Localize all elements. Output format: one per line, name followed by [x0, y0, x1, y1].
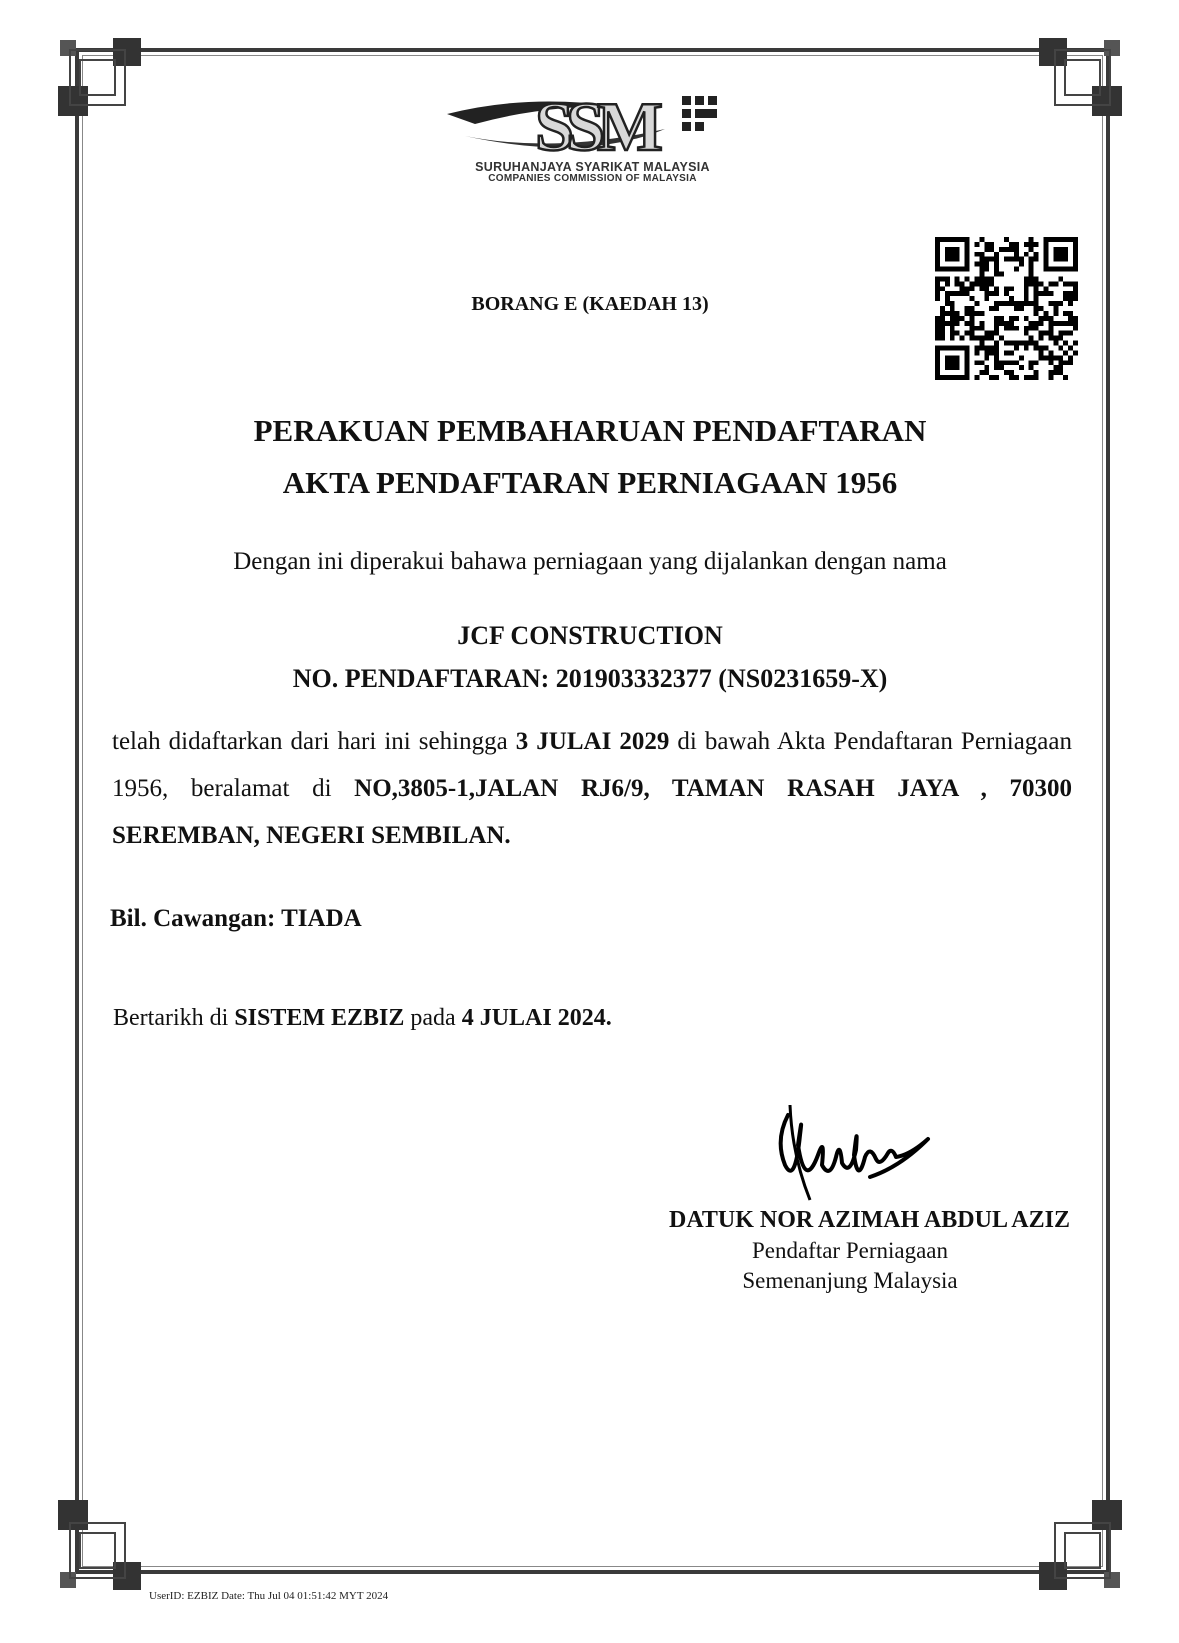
logo-name-ms: SURUHANJAYA SYARIKAT MALAYSIA [475, 160, 710, 174]
signatory-title: Pendaftar Perniagaan [751, 1238, 949, 1263]
registration-number: NO. PENDAFTARAN: 201903332377 (NS0231659-X) [292, 664, 888, 693]
dated-middle: pada [404, 1005, 462, 1031]
dated-system: SISTEM EZBIZ [234, 1005, 405, 1031]
certificate-title: PERAKUAN PEMBAHARUAN PENDAFTARAN [253, 413, 927, 448]
form-code: BORANG E (KAEDAH 13) [471, 293, 709, 315]
signatory-name: DATUK NOR AZIMAH ABDUL AZIZ [669, 1207, 1070, 1233]
expiry-date: 3 JULAI 2029 [515, 728, 670, 755]
signatory-region: Semenanjung Malaysia [742, 1268, 958, 1293]
qr-code-icon [935, 237, 1078, 380]
corner-ornament-icon [1032, 1500, 1122, 1590]
footer-user-date: UserID: EZBIZ Date: Thu Jul 04 01:51:42 MYT 2024 [149, 1590, 389, 1602]
dated-line [113, 1005, 612, 1032]
corner-ornament-icon [58, 1500, 148, 1590]
body-text: telah didaftarkan dari hari ini sehingga [112, 728, 516, 755]
signature-icon [770, 1095, 940, 1205]
branch-count: Bil. Cawangan: TIADA [110, 905, 362, 932]
corner-ornament-icon [58, 38, 148, 128]
logo-name-en: COMPANIES COMMISSION OF MALAYSIA [488, 173, 697, 184]
intro-text: Dengan ini diperakui bahawa perniagaan yang dijalankan dengan nama [233, 548, 947, 575]
dated-prefix: Bertarikh di [113, 1005, 235, 1031]
dated-date: 4 JULAI 2024. [461, 1005, 612, 1031]
business-name: JCF CONSTRUCTION [457, 621, 723, 650]
corner-ornament-icon [1032, 38, 1122, 128]
logo-mark: SSM [535, 89, 655, 166]
certificate-subtitle: AKTA PENDAFTARAN PERNIAGAAN 1956 [282, 465, 898, 500]
body-text: di bawah Akta Pendaftaran Perniagaan 1956, beralamat di [112, 728, 1072, 802]
registration-paragraph [112, 718, 1072, 859]
business-address: NO,3805-1,JALAN RJ6/9, TAMAN RASAH JAYA , 70300 SEREMBAN, NEGERI SEMBILAN. [112, 775, 1072, 849]
